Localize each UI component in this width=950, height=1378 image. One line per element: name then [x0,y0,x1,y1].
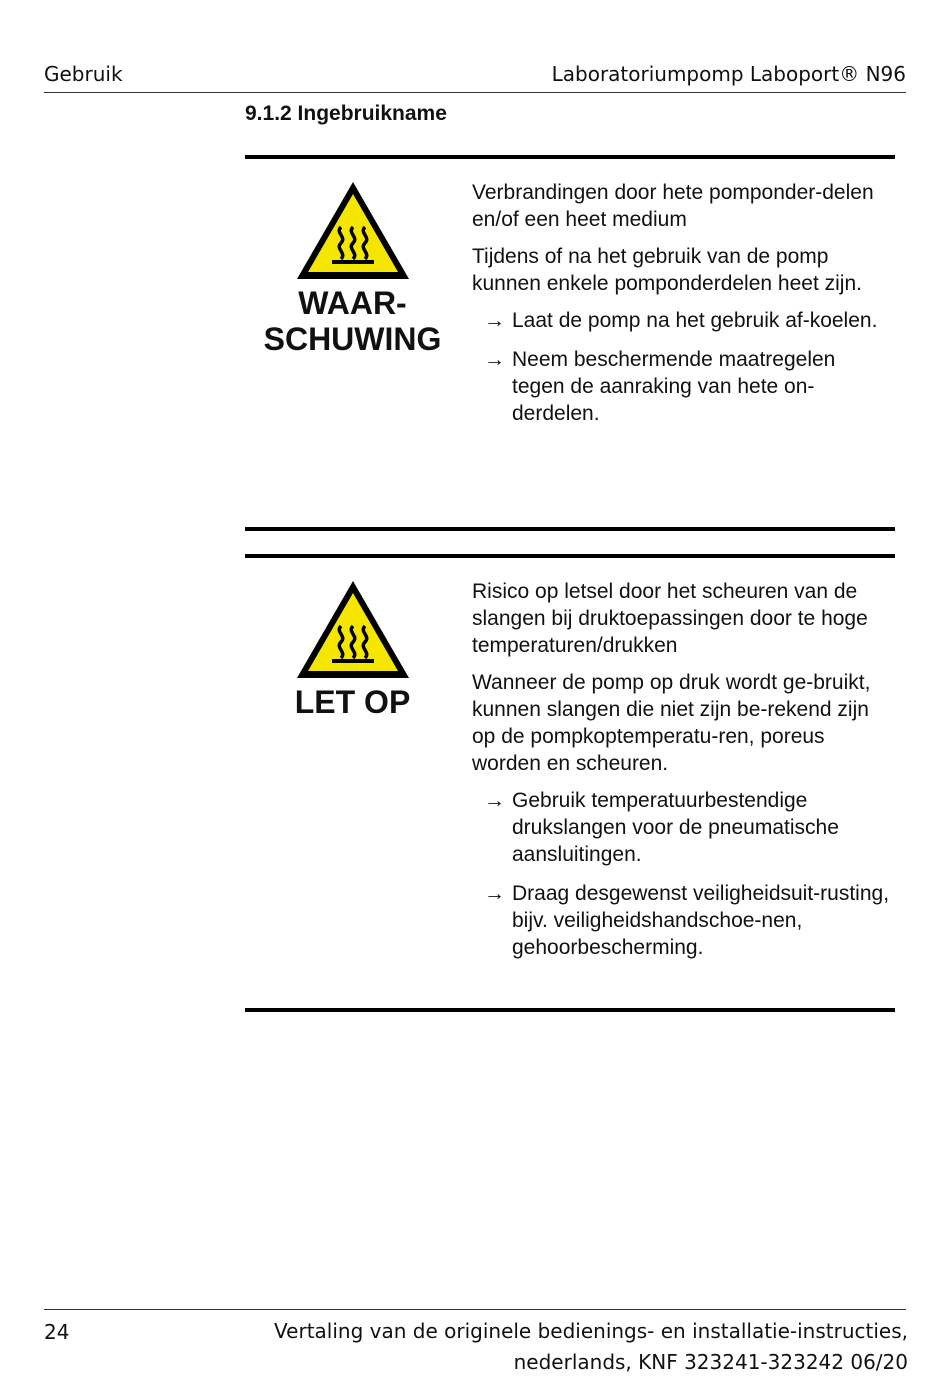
notice-heading: Risico op letsel door het scheuren van de slangen bij druktoepassingen door te hoge temperaturen/drukken [472,580,868,657]
caution-notice [245,554,895,1012]
arrow-right-icon: → [484,882,505,905]
hot-surface-warning-icon [294,179,412,283]
footer-document-info [274,1316,908,1378]
notice-heading: Verbrandingen door hete pomponder-delen en/of een heet medium [472,181,874,231]
signal-word-line-1: LET OP [294,684,411,720]
signal-word [245,684,460,720]
arrow-right-icon: → [484,789,505,812]
page-number: 24 [44,1320,70,1344]
section-title: 9.1.2 Ingebruikname [245,102,447,125]
step-text: Gebruik temperatuurbestendige drukslangen voor de pneumatische aansluitingen. [512,789,839,866]
notice-description: Wanneer de pomp op druk wordt ge-bruikt, kunnen slangen die niet zijn be-rekend zijn op de pompkoptemperatu-ren, poreus worden en scheuren. [472,671,871,775]
step-text: Draag desgewenst veiligheidsuit-rusting, bijv. veiligheidshandschoe-nen, gehoorbescherming. [512,882,890,959]
hot-surface-warning-icon [294,578,412,682]
footer-line-2: nederlands, KNF 323241-323242 06/20 [513,1350,908,1374]
signal-word-line-1: WAAR- [298,285,407,321]
arrow-right-icon: → [484,309,505,332]
signal-panel [245,179,460,357]
signal-word-line-2: SCHUWING [263,321,442,357]
header-divider [44,92,906,93]
footer-line-1: Vertaling van de originele bedienings- en installatie-instructies, [274,1319,908,1343]
header-product: Laboratoriumpomp Laboport® N96 [551,62,906,86]
arrow-right-icon: → [484,348,505,371]
signal-panel [245,578,460,720]
notice-content [472,578,892,973]
notice-description: Tijdens of na het gebruik van de pomp kunnen enkele pomponderdelen heet zijn. [472,245,862,295]
notice-step [472,880,892,961]
step-text: Neem beschermende maatregelen tegen de aanraking van hete on-derdelen. [512,348,836,425]
signal-word [245,285,460,357]
step-text: Laat de pomp na het gebruik af-koelen. [512,309,878,332]
notice-content [472,179,892,439]
warning-notice [245,155,895,531]
header-chapter: Gebruik [44,62,123,86]
footer-divider [44,1309,906,1310]
notice-step [472,346,892,427]
notice-step [472,787,892,868]
notice-step [472,307,892,334]
